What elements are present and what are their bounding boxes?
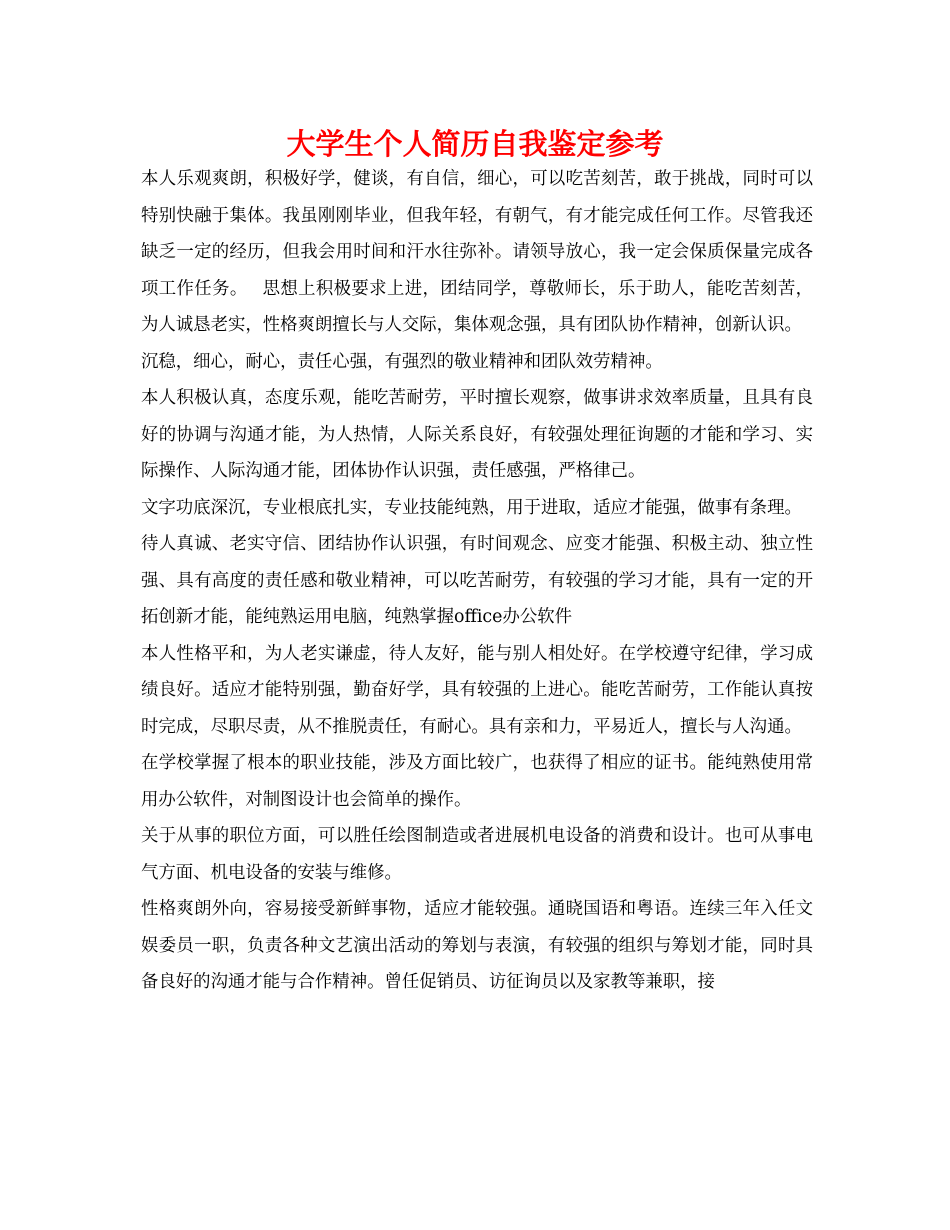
document-title: 大学生个人简历自我鉴定参考 <box>286 127 664 161</box>
paragraph-4: 文字功底深沉，专业根底扎实，专业技能纯熟，用于进取，适应才能强，做事有条理。 <box>141 497 802 518</box>
document-body <box>141 161 813 1001</box>
paragraph-6: 本人性格平和，为人老实谦虚，待人友好，能与别人相处好。在学校遵守纪律，学习成绩良好。适应才能特别强，勤奋好学，具有较强的上进心。能吃苦耐劳，工作能认真按时完成，尽职尽责，从不推脱责任，有耐心。具有亲和力，平易近人，擅长与人沟通。 <box>141 643 813 737</box>
paragraph-5: 待人真诚、老实守信、团结协作认识强，有时间观念、应变才能强、积极主动、独立性强、具有高度的责任感和敬业精神，可以吃苦耐劳，有较强的学习才能，具有一定的开拓创新才能，能纯熟运用电脑，纯熟掌握office办公软件 <box>141 534 813 627</box>
paragraph-3: 本人积极认真，态度乐观，能吃苦耐劳，平时擅长观察，做事讲求效率质量，且具有良好的协调与沟通才能，为人热情，人际关系良好，有较强处理征询题的才能和学习、实际操作、人际沟通才能，团体协作认识强，责任感强，严格律己。 <box>141 388 813 481</box>
paragraph-1: 本人乐观爽朗，积极好学，健谈，有自信，细心，可以吃苦刻苦，敢于挑战，同时可以特别快融于集体。我虽刚刚毕业，但我年轻，有朝气，有才能完成任何工作。尽管我还缺乏一定的经历，但我会用时间和汗水往弥补。请领导放心，我一定会保质保量完成各项工作任务。 思想上积极要求上进，团结同学，尊敬师长，乐于助人，能吃苦刻苦，为人诚恳老实，性格爽朗擅长与人交际，集体观念强，具有团队协作精神，创新认识。 <box>141 169 813 335</box>
paragraph-9: 性格爽朗外向，容易接受新鲜事物，适应才能较强。通晓国语和粤语。连续三年入任文娱委员一职，负责各种文艺演出活动的筹划与表演，有较强的组织与筹划才能，同时具备良好的沟通才能与合作精神。曾任促销员、访征询员以及家教等兼职，接 <box>141 899 813 992</box>
paragraph-2: 沉稳，细心，耐心，责任心强，有强烈的敬业精神和团队效劳精神。 <box>141 351 663 372</box>
paragraph-7: 在学校掌握了根本的职业技能，涉及方面比较广，也获得了相应的证书。能纯熟使用常用办公软件，对制图设计也会简单的操作。 <box>141 753 813 810</box>
paragraph-8: 关于从事的职位方面，可以胜任绘图制造或者进展机电设备的消费和设计。也可从事电气方面、机电设备的安装与维修。 <box>141 826 813 883</box>
